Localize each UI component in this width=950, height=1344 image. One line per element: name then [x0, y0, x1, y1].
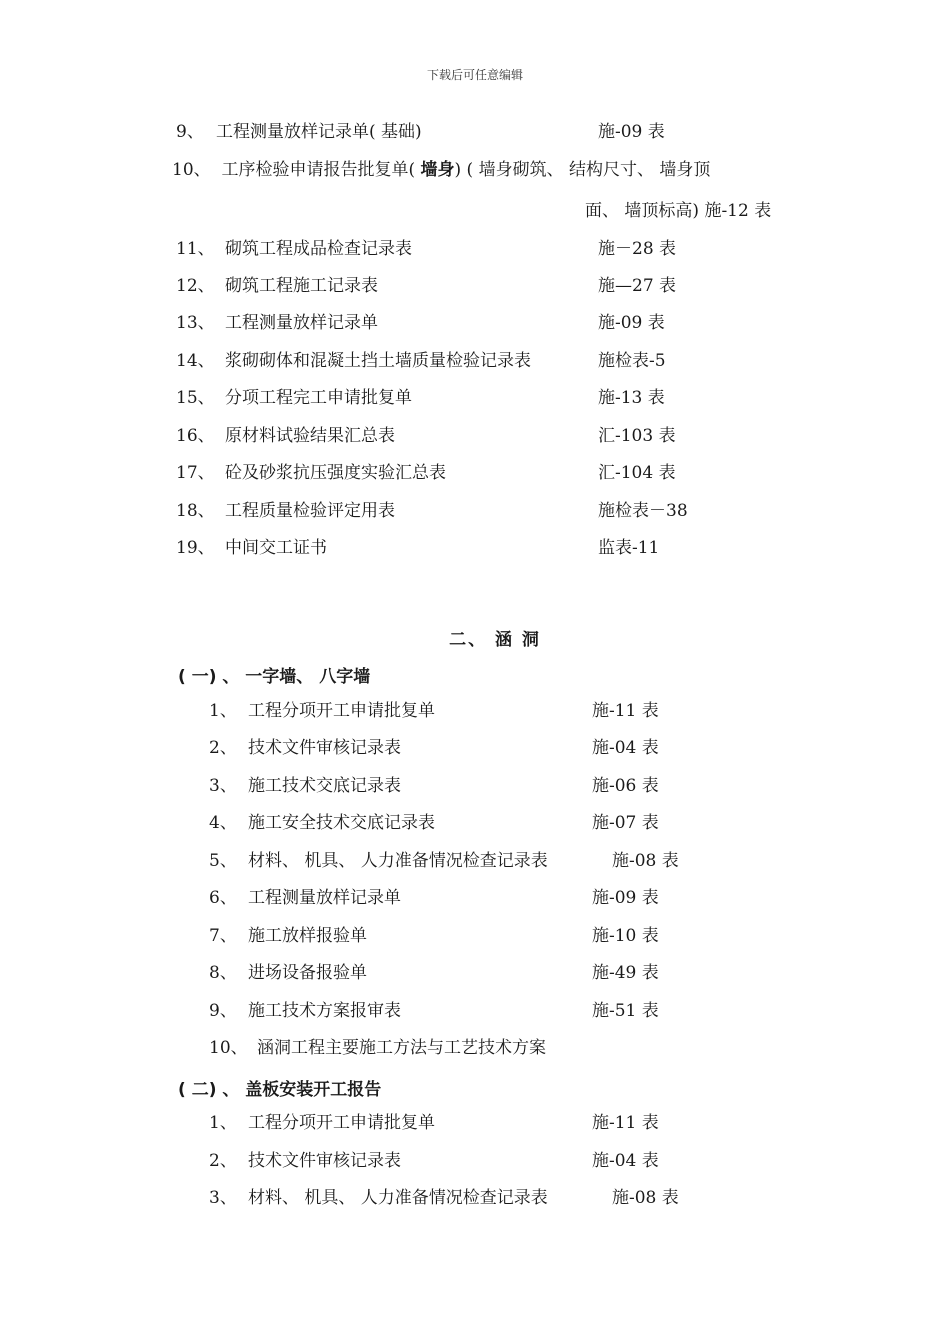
- subsection-title: ( 一) 、 一字墙、 八字墙: [178, 667, 371, 687]
- item-text: 材料、 机具、 人力准备情况检查记录表: [248, 851, 548, 871]
- item-number: 12、: [176, 276, 215, 296]
- item-text: 工程测量放样记录单: [225, 313, 378, 333]
- section-title: 二、 涵 洞: [449, 630, 541, 650]
- item-text: 技术文件审核记录表: [248, 1151, 401, 1171]
- item-text: 浆砌砌体和混凝土挡土墙质量检验记录表: [225, 351, 531, 371]
- item-code: 汇-104 表: [598, 463, 676, 483]
- item-number: 9、: [176, 122, 204, 142]
- item-code: 施-13 表: [598, 388, 665, 408]
- item-number: 2、: [209, 1151, 237, 1171]
- item-text: 施工技术交底记录表: [248, 776, 401, 796]
- item-text: 施工安全技术交底记录表: [248, 813, 435, 833]
- item-number: 4、: [209, 813, 237, 833]
- item-code: 施-08 表: [612, 851, 679, 871]
- item-code: 施-49 表: [592, 963, 659, 983]
- item-number: 10、: [172, 160, 211, 180]
- item-text: 材料、 机具、 人力准备情况检查记录表: [248, 1188, 548, 1208]
- item-text: 砼及砂浆抗压强度实验汇总表: [225, 463, 446, 483]
- item-number: 1、: [209, 1113, 237, 1133]
- item-number: 8、: [209, 963, 237, 983]
- item-code: 施-04 表: [592, 738, 659, 758]
- item-number: 2、: [209, 738, 237, 758]
- item-number: 7、: [209, 926, 237, 946]
- item-code: 施-11 表: [592, 701, 659, 721]
- item-number: 18、: [176, 501, 215, 521]
- item-number: 9、: [209, 1001, 237, 1021]
- item-code: 施-06 表: [592, 776, 659, 796]
- item-code: 施-51 表: [592, 1001, 659, 1021]
- page-header: 下载后可任意编辑: [426, 68, 523, 82]
- item-number: 16、: [176, 426, 215, 446]
- item-code: 施-11 表: [592, 1113, 659, 1133]
- item-code: 施-09 表: [592, 888, 659, 908]
- item-code: 监表-11: [598, 538, 660, 558]
- item-text: 砌筑工程施工记录表: [225, 276, 378, 296]
- item-code: 汇-103 表: [598, 426, 676, 446]
- item-number: 6、: [209, 888, 237, 908]
- item-number: 14、: [176, 351, 215, 371]
- item-number: 19、: [176, 538, 215, 558]
- item-code: 施检表－38: [598, 501, 688, 521]
- item-text: 工程测量放样记录单( 基础): [216, 122, 422, 142]
- item-text-post: ) ( 墙身砌筑、 结构尺寸、 墙身顶: [454, 160, 711, 180]
- item-text: 中间交工证书: [225, 538, 327, 558]
- subsection-title: ( 二) 、 盖板安装开工报告: [178, 1080, 382, 1100]
- item-code: 施检表-5: [598, 351, 666, 371]
- item-text-pre: 工序检验申请报告批复单(: [221, 160, 416, 180]
- list-item-10: [172, 159, 710, 181]
- item-text: 原材料试验结果汇总表: [225, 426, 395, 446]
- item-code: 施—27 表: [598, 276, 677, 296]
- item-code: 施-04 表: [592, 1151, 659, 1171]
- item-text: 进场设备报验单: [248, 963, 367, 983]
- item-text: 工程测量放样记录单: [248, 888, 401, 908]
- item-text-bold: 墙身: [420, 160, 455, 180]
- item-code: 施-07 表: [592, 813, 659, 833]
- item-text: 涵洞工程主要施工方法与工艺技术方案: [257, 1038, 546, 1058]
- item-number: 3、: [209, 1188, 237, 1208]
- item-number: 3、: [209, 776, 237, 796]
- item-code: 施-09 表: [598, 313, 665, 333]
- item-number: 13、: [176, 313, 215, 333]
- item-code: 施-10 表: [592, 926, 659, 946]
- item-number: 11、: [176, 239, 215, 259]
- item-number: 15、: [176, 388, 215, 408]
- item-number: 1、: [209, 701, 237, 721]
- item-code: 施-08 表: [612, 1188, 679, 1208]
- list-item-10-continuation: 面、 墙顶标高) 施-12 表: [585, 201, 772, 221]
- item-text: 技术文件审核记录表: [248, 738, 401, 758]
- item-text: 工程分项开工申请批复单: [248, 701, 435, 721]
- item-number: 5、: [209, 851, 237, 871]
- item-number: 10、: [209, 1038, 248, 1058]
- item-text: 工程质量检验评定用表: [225, 501, 395, 521]
- item-text: 工程分项开工申请批复单: [248, 1113, 435, 1133]
- item-code: 施－28 表: [598, 239, 677, 259]
- item-text: 砌筑工程成品检查记录表: [225, 239, 412, 259]
- item-text: 分项工程完工申请批复单: [225, 388, 412, 408]
- item-code: 施-09 表: [598, 122, 665, 142]
- item-number: 17、: [176, 463, 215, 483]
- item-text: 施工技术方案报审表: [248, 1001, 401, 1021]
- item-text: 施工放样报验单: [248, 926, 367, 946]
